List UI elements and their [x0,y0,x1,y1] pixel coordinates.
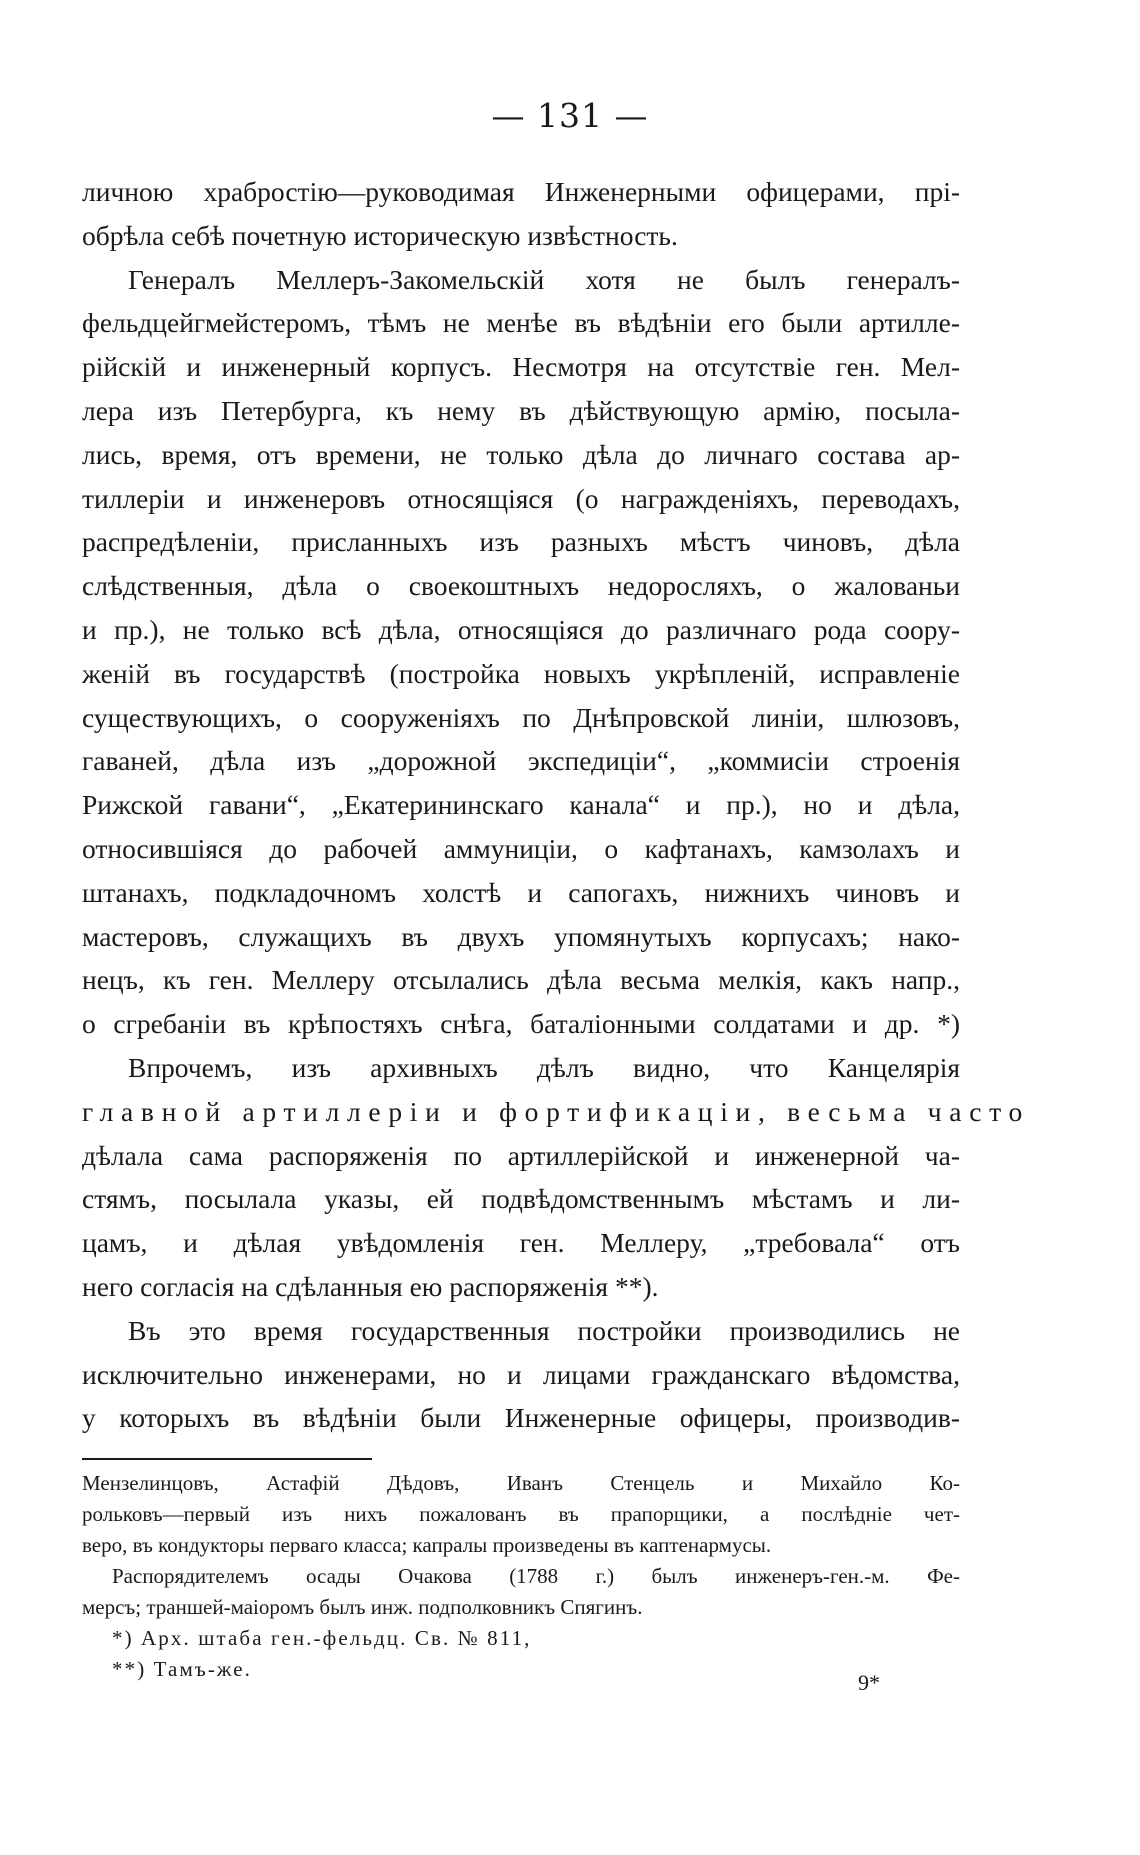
text-line: Впрочемъ, изъ архивныхъ дѣлъ видно, что Канцелярія [128,1051,960,1083]
text-line: цамъ, и дѣлая увѣдомленія ген. Меллеру, „требовала“ отъ [82,1227,960,1259]
footnote-line: Распорядителемъ осады Очакова (1788 г.) былъ инженеръ-ген.-м. Фе- [112,1564,960,1588]
text-line: мастеровъ, служащихъ въ двухъ упомянутыхъ корпусахъ; нако- [82,920,960,952]
text-line: исключительно инженерами, но и лицами гражданскаго вѣдомства, [82,1358,960,1390]
footnote-line: веро, въ кондукторы перваго класса; капралы произведены въ каптенармусы. [82,1533,772,1557]
text-line: дѣлала сама распоряженія по артиллерійской и инженерной ча- [82,1139,960,1171]
text-line: о сгребаніи въ крѣпостяхъ снѣга, баталіонными солдатами и др. *) [82,1008,960,1040]
footnote-reference: **) Тамъ-же. [112,1657,253,1681]
footnote-reference: *) Арх. штаба ген.-фельдц. Св. № 811, [112,1626,532,1650]
text-line: существующихъ, о сооруженіяхъ по Днѣпровской линіи, шлюзовъ, [82,701,960,733]
text-line: Генералъ Меллеръ-Закомельскій хотя не былъ генералъ- [128,263,960,295]
footnote-line: рольковъ—первый изъ нихъ пожалованъ въ прапорщики, а послѣдніе чет- [82,1502,960,1526]
signature-mark: 9* [858,1670,880,1695]
text-line: распредѣленіи, присланныхъ изъ разныхъ мѣстъ чиновъ, дѣла [82,526,960,558]
footnote-line: Мензелинцовъ, Астафій Дѣдовъ, Иванъ Стенцель и Михайло Ко- [82,1471,960,1495]
text-line: гаваней, дѣла изъ „дорожной экспедиціи“, „коммисіи строенія [82,745,960,777]
footnotes [82,1468,960,1685]
text-line: личною храбростію—руководимая Инженерными офицерами, прі- [82,176,960,207]
text-line: него согласія на сдѣланныя ею распоряженія **). [82,1270,659,1302]
text-line: обрѣла себѣ почетную историческую извѣстность. [82,219,678,251]
text-line: у которыхъ въ вѣдѣніи были Инженерные офицеры, производив- [82,1402,960,1434]
text-line: слѣдственныя, дѣла о своекоштныхъ недоросляхъ, о жалованьи [82,570,960,602]
body-text [82,170,1030,1440]
text-line: Рижской гавани“, „Екатерининскаго канала“ и пр.), но и дѣла, [82,789,960,821]
text-line: рійскій и инженерный корпусъ. Несмотря на отсутствіе ген. Мел- [82,351,960,383]
text-line: и пр.), не только всѣ дѣла, относящіяся до различнаго рода соору- [82,613,960,645]
text-line: лись, время, отъ времени, не только дѣла до личнаго состава ар- [82,438,960,470]
text-line: лера изъ Петербурга, къ нему въ дѣйствующую армію, посыла- [82,394,960,426]
text-line: относившіяся до рабочей аммуниціи, о кафтанахъ, камзолахъ и [82,832,960,864]
text-line: главной артиллеріи и фортификаціи, весьма часто [82,1095,1030,1127]
footnote-divider [82,1458,372,1460]
text-line: стямъ, посылала указы, ей подвѣдомственнымъ мѣстамъ и ли- [82,1183,960,1215]
text-line: Въ это время государственныя постройки производились не [128,1314,960,1346]
page-number: — 131 — [491,96,649,135]
text-line: фельдцейгмейстеромъ, тѣмъ не менѣе въ вѣдѣніи его были артилле- [82,307,960,339]
text-line: женій въ государствѣ (постройка новыхъ укрѣпленій, исправленіе [82,657,960,689]
text-line: тиллеріи и инженеровъ относящіяся (о награжденіяхъ, переводахъ, [82,482,960,514]
footnote-line: мерсъ; траншей-маіоромъ былъ инж. подполковникъ Спягинъ. [82,1595,643,1619]
text-line: нецъ, къ ген. Меллеру отсылались дѣла весьма мелкія, какъ напр., [82,964,960,996]
text-line: штанахъ, подкладочномъ холстѣ и сапогахъ, нижнихъ чиновъ и [82,876,960,908]
